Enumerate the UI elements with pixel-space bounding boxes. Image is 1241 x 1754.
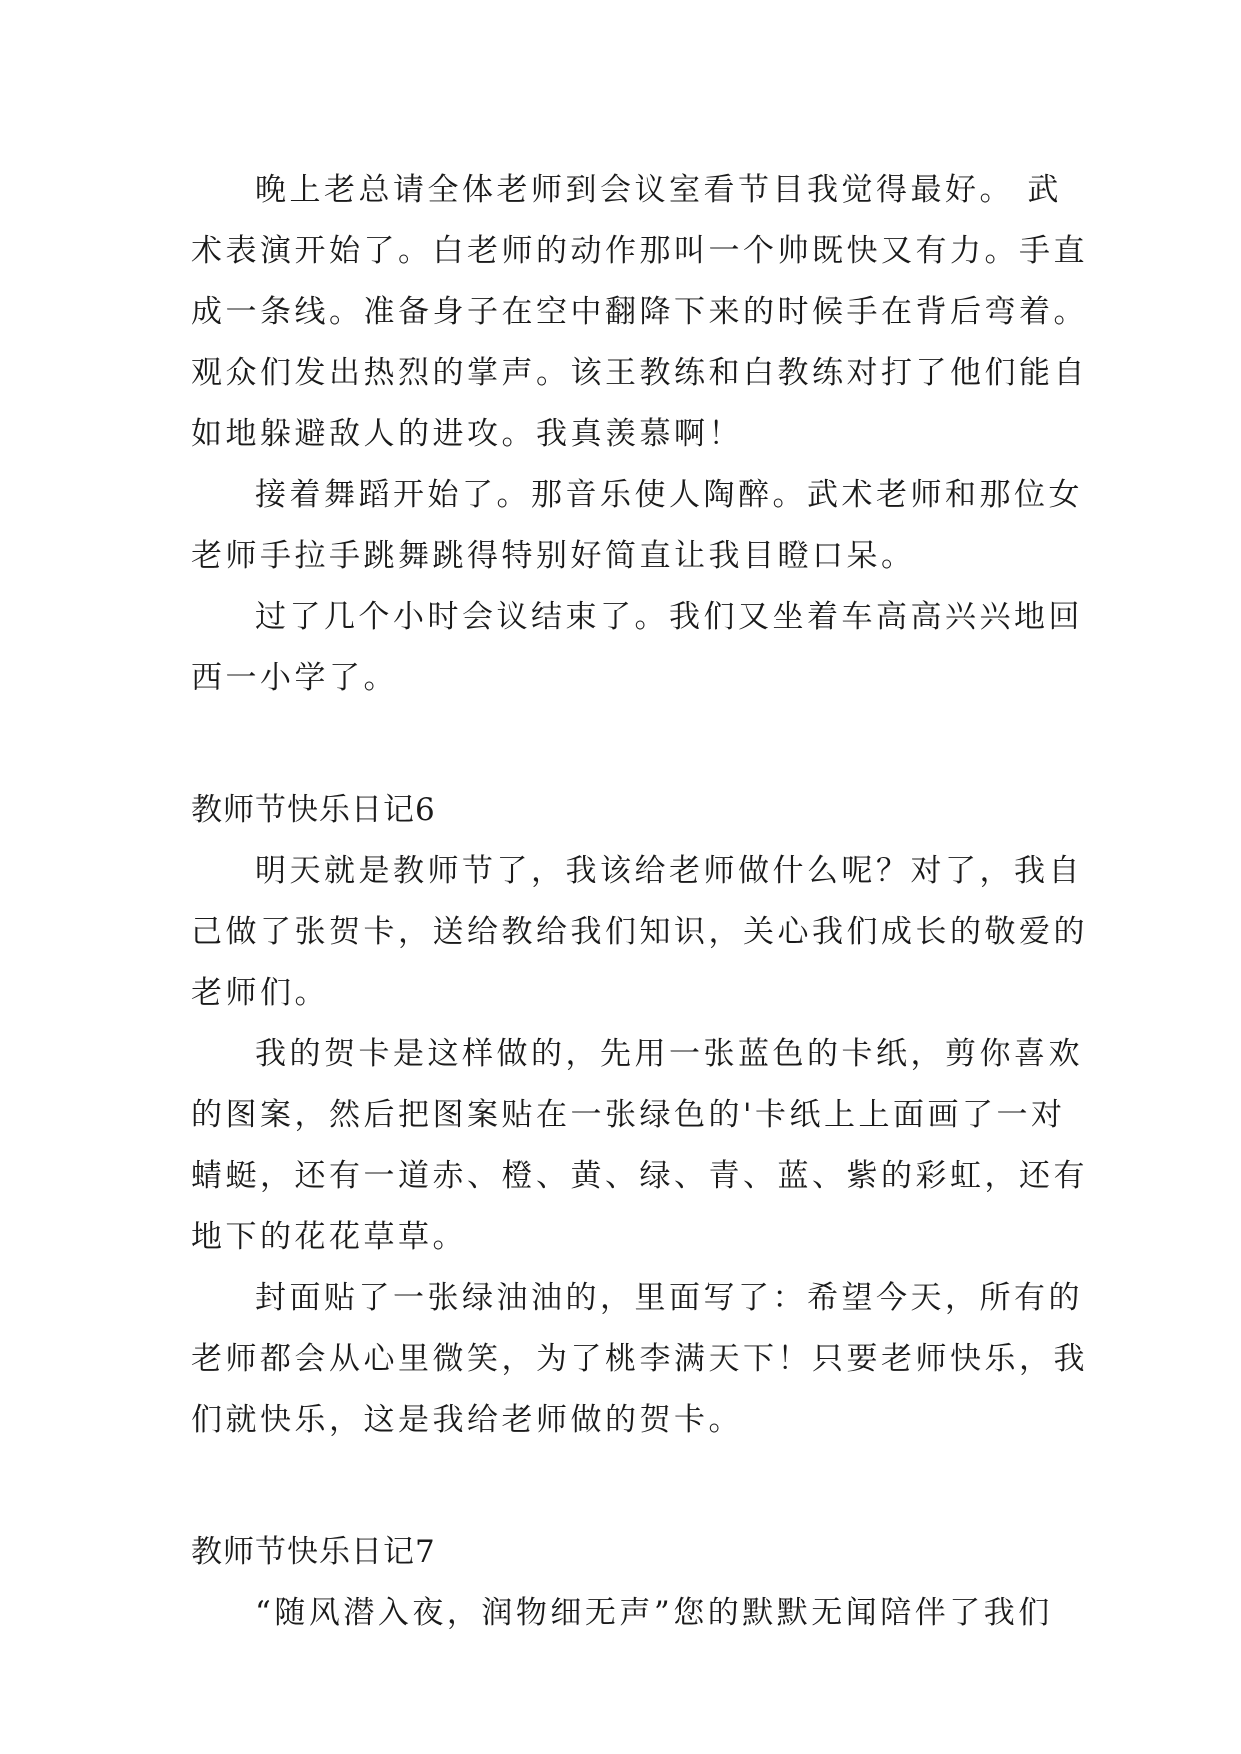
text-line: 老师们。 — [191, 975, 329, 1011]
text-line: 地下的花花草草。 — [191, 1219, 467, 1255]
text-line: 封面贴了一张绿油油的，里面写了：希望今天，所有的 — [255, 1280, 1083, 1316]
text-line: 观众们发出热烈的掌声。该王教练和白教练对打了他们能自 — [191, 355, 1088, 391]
text-line: 老师都会从心里微笑，为了桃李满天下！只要老师快乐，我 — [191, 1341, 1088, 1377]
paragraph — [191, 587, 1083, 709]
text-line: 西一小学了。 — [191, 660, 398, 696]
text-line: 成一条线。准备身子在空中翻降下来的时候手在背后弯着。 — [191, 294, 1088, 330]
paragraph — [191, 160, 1088, 465]
section-title: 教师节快乐日记6 — [191, 792, 436, 828]
section-gap — [191, 1451, 1061, 1522]
text-line: 蜻蜓，还有一道赤、橙、黄、绿、青、蓝、紫的彩虹，还有 — [191, 1158, 1088, 1194]
paragraph — [191, 841, 1088, 1024]
paragraph — [191, 1024, 1088, 1268]
paragraph — [191, 1583, 1061, 1644]
text-line: 己做了张贺卡，送给教给我们知识，关心我们成长的敬爱的 — [191, 914, 1088, 950]
section-title: 教师节快乐日记7 — [191, 1534, 436, 1570]
text-line: 们就快乐，这是我给老师做的贺卡。 — [191, 1402, 743, 1438]
text-line: 我的贺卡是这样做的，先用一张蓝色的卡纸，剪你喜欢 — [255, 1036, 1083, 1072]
text-line: “随风潜入夜，润物细无声”您的默默无闻陪伴了我们 — [255, 1595, 1053, 1631]
section-gap — [191, 709, 1061, 780]
paragraph — [191, 1268, 1088, 1451]
text-line: 晚上老总请全体老师到会议室看节目我觉得最好。 武 — [255, 172, 1062, 208]
text-line: 的图案，然后把图案贴在一张绿色的'卡纸上上面画了一对 — [191, 1097, 1066, 1133]
document-page — [191, 160, 1088, 1644]
text-line: 如地躲避敌人的进攻。我真羡慕啊！ — [191, 416, 743, 452]
paragraph — [191, 465, 1083, 587]
text-line: 明天就是教师节了，我该给老师做什么呢？对了，我自 — [255, 853, 1083, 889]
text-line: 术表演开始了。白老师的动作那叫一个帅既快又有力。手直 — [191, 233, 1088, 269]
text-line: 老师手拉手跳舞跳得特别好简直让我目瞪口呆。 — [191, 538, 916, 574]
text-line: 过了几个小时会议结束了。我们又坐着车高高兴兴地回 — [255, 599, 1083, 635]
text-line: 接着舞蹈开始了。那音乐使人陶醉。武术老师和那位女 — [255, 477, 1083, 513]
